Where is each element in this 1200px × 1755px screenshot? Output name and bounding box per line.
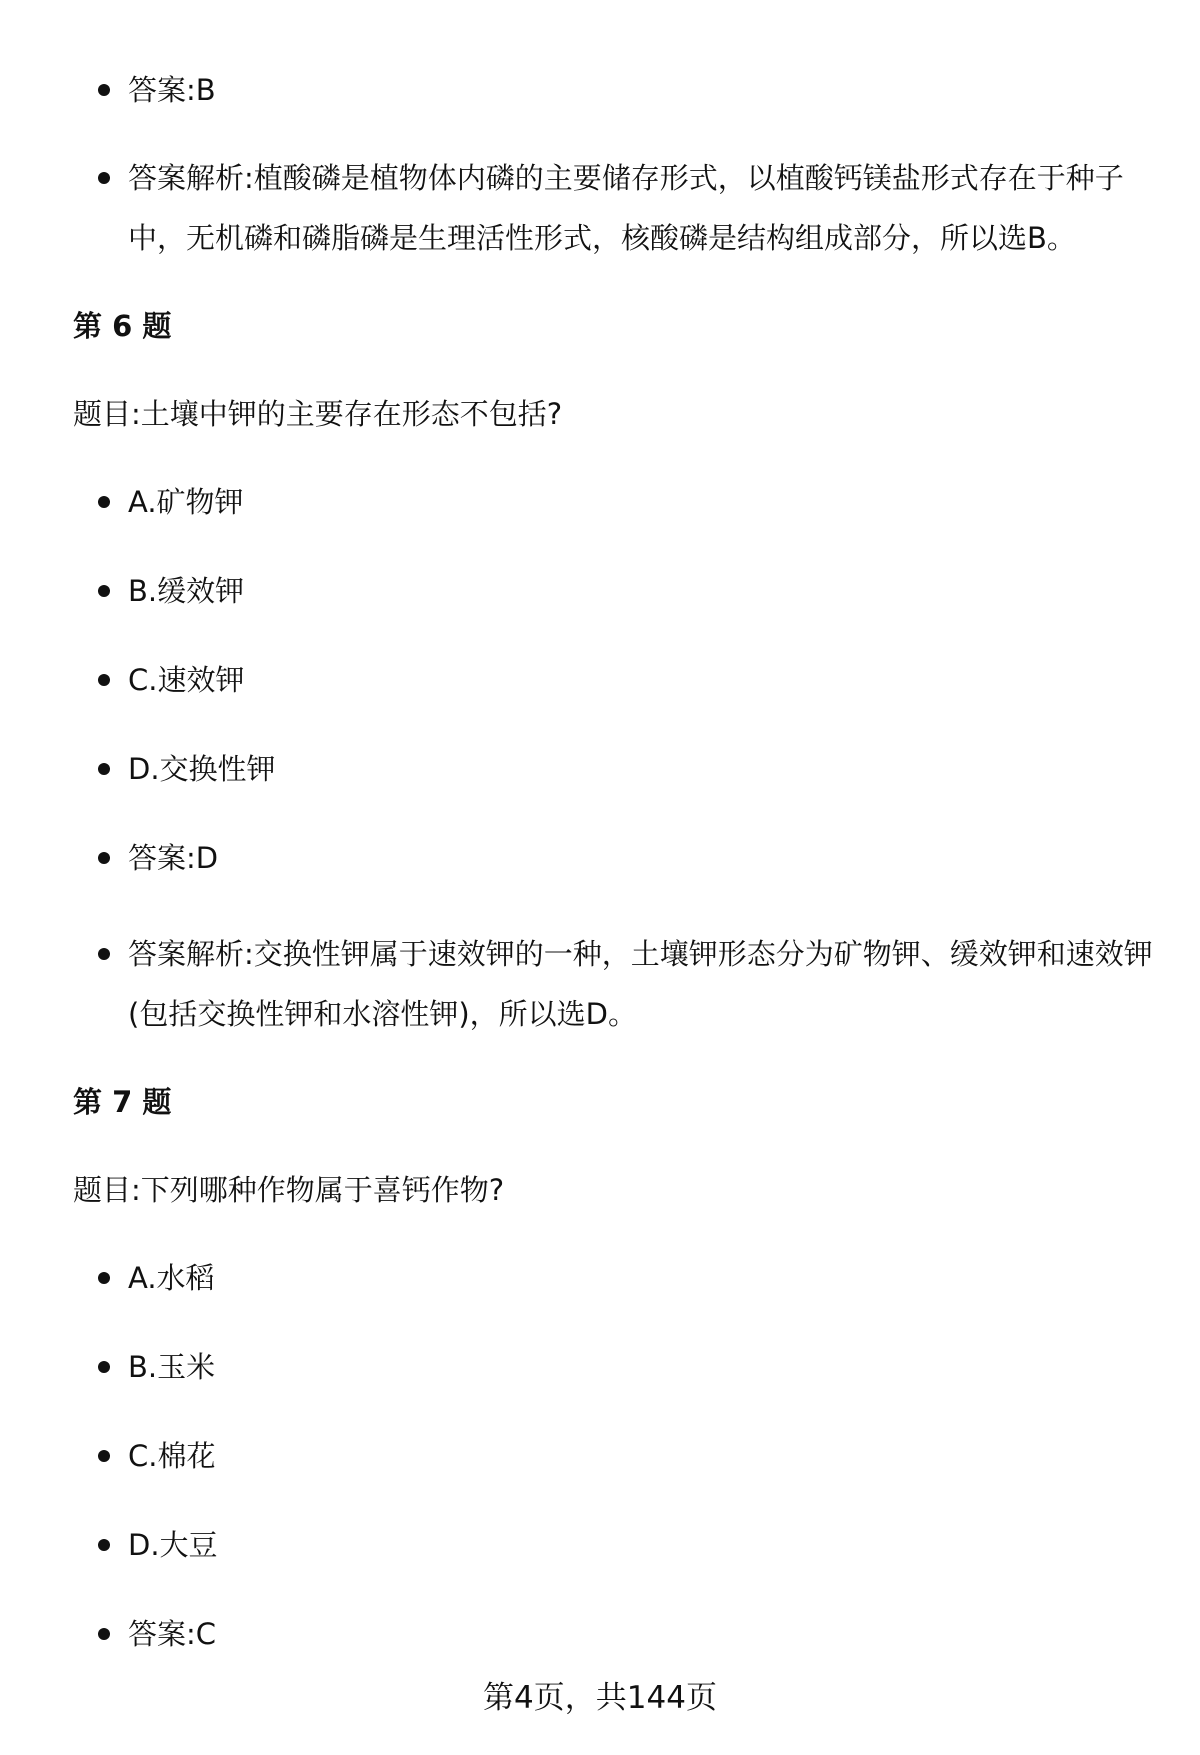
option-text: D.大豆 xyxy=(128,1528,218,1562)
option-text: D.交换性钾 xyxy=(128,752,276,786)
bullet-icon xyxy=(98,948,110,960)
bullet-icon xyxy=(98,674,110,686)
bullet-icon xyxy=(98,1272,110,1284)
bullet-icon xyxy=(98,496,110,508)
bullet-icon xyxy=(98,84,110,96)
question-text: 题目:土壤中钾的主要存在形态不包括? xyxy=(73,397,563,431)
explanation-text: 答案解析:植酸磷是植物体内磷的主要储存形式，以植酸钙镁盐形式存在于种子中，无机磷和磷脂磷是生理活性形式，核酸磷是结构组成部分，所以选B。 xyxy=(128,161,1124,255)
bullet-icon xyxy=(98,1539,110,1551)
option-text: B.玉米 xyxy=(128,1350,216,1384)
explanation-text: 答案解析:交换性钾属于速效钾的一种，土壤钾形态分为矿物钾、缓效钾和速效钾(包括交换性钾和水溶性钾)，所以选D。 xyxy=(128,937,1153,1031)
answer-text: 答案:B xyxy=(128,73,216,107)
bullet-icon xyxy=(98,585,110,597)
question-heading: 第 6 题 xyxy=(73,309,172,343)
answer-text: 答案:D xyxy=(128,841,219,875)
bullet-icon xyxy=(98,1450,110,1462)
bullet-icon xyxy=(98,852,110,864)
page-indicator: 第4页，共144页 xyxy=(483,1680,717,1716)
option-text: A.水稻 xyxy=(128,1261,215,1295)
option-text: C.速效钾 xyxy=(128,663,245,697)
option-text: B.缓效钾 xyxy=(128,574,245,608)
bullet-icon xyxy=(98,1361,110,1373)
option-text: A.矿物钾 xyxy=(128,485,244,519)
bullet-icon xyxy=(98,1628,110,1640)
question-text: 题目:下列哪种作物属于喜钙作物? xyxy=(73,1173,505,1207)
option-text: C.棉花 xyxy=(128,1439,216,1473)
bullet-icon xyxy=(98,172,110,184)
bullet-icon xyxy=(98,763,110,775)
question-heading: 第 7 题 xyxy=(73,1085,172,1119)
answer-text: 答案:C xyxy=(128,1617,217,1651)
